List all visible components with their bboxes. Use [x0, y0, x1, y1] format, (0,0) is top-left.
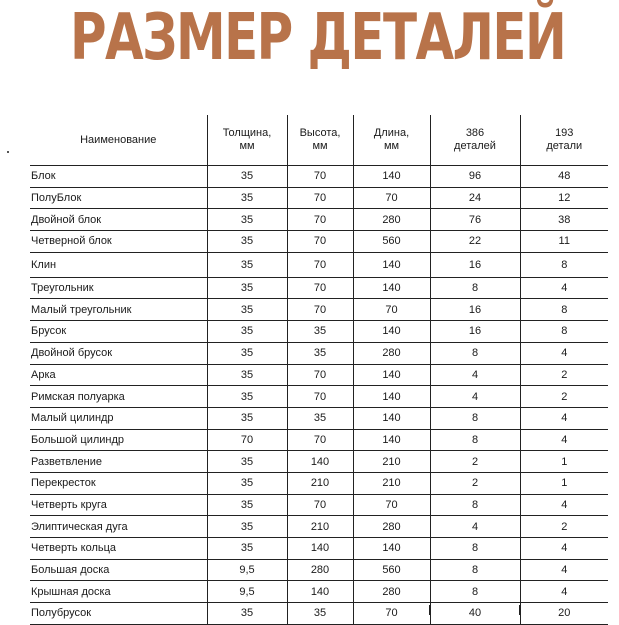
- thickness-cell: 35: [207, 252, 287, 277]
- part-name: Блок: [30, 166, 207, 188]
- table-row: [30, 386, 608, 408]
- thickness-cell: 35: [207, 451, 287, 473]
- table-row: [30, 321, 608, 343]
- parts-size-table: [30, 115, 608, 625]
- page-title: РАЗМЕР ДЕТАЛЕЙ: [70, 1, 566, 75]
- part-name: Малый цилиндр: [30, 407, 207, 429]
- table-row: [30, 166, 608, 188]
- height-cell: 70: [287, 166, 353, 188]
- length-cell: 280: [353, 209, 430, 231]
- height-cell: 35: [287, 407, 353, 429]
- height-cell: 210: [287, 472, 353, 494]
- qty-386-cell: 16: [430, 252, 520, 277]
- thickness-cell: 35: [207, 299, 287, 321]
- height-cell: 35: [287, 603, 353, 625]
- table-row: [30, 342, 608, 364]
- qty-386-cell: 16: [430, 321, 520, 343]
- header-name: Наименование: [30, 115, 207, 166]
- qty-193-cell: 2: [520, 386, 608, 408]
- qty-386-cell: 8: [430, 581, 520, 603]
- height-cell: 210: [287, 516, 353, 538]
- height-cell: 70: [287, 299, 353, 321]
- length-cell: 140: [353, 364, 430, 386]
- table-row: [30, 559, 608, 581]
- qty-193-cell: 11: [520, 231, 608, 253]
- length-cell: 210: [353, 472, 430, 494]
- table-row: [30, 494, 608, 516]
- thickness-cell: 35: [207, 472, 287, 494]
- qty-193-cell: 4: [520, 429, 608, 451]
- table-row: [30, 252, 608, 277]
- header-length: Длина, мм: [353, 115, 430, 166]
- qty-386-cell: 16: [430, 299, 520, 321]
- part-name: Двойной блок: [30, 209, 207, 231]
- thickness-cell: 35: [207, 386, 287, 408]
- height-cell: 70: [287, 252, 353, 277]
- table-row: [30, 516, 608, 538]
- thickness-cell: 9,5: [207, 559, 287, 581]
- height-cell: 70: [287, 364, 353, 386]
- qty-193-cell: 8: [520, 321, 608, 343]
- table-row: [30, 538, 608, 560]
- qty-193-cell: 48: [520, 166, 608, 188]
- table-row: [30, 429, 608, 451]
- thickness-cell: 35: [207, 166, 287, 188]
- table-row: [30, 581, 608, 603]
- thickness-cell: 35: [207, 231, 287, 253]
- part-name: Четверть круга: [30, 494, 207, 516]
- qty-386-cell: 8: [430, 494, 520, 516]
- qty-193-cell: 8: [520, 299, 608, 321]
- height-cell: 70: [287, 277, 353, 299]
- length-cell: 140: [353, 538, 430, 560]
- qty-386-cell: 40: [430, 603, 520, 625]
- part-name: ПолуБлок: [30, 187, 207, 209]
- qty-386-cell: 76: [430, 209, 520, 231]
- qty-386-cell: 8: [430, 429, 520, 451]
- stray-mark: [7, 151, 9, 153]
- length-cell: 140: [353, 386, 430, 408]
- length-cell: 70: [353, 603, 430, 625]
- qty-193-cell: 2: [520, 364, 608, 386]
- table-row: [30, 187, 608, 209]
- height-cell: 140: [287, 451, 353, 473]
- header-qty-386: 386 деталей: [430, 115, 520, 166]
- qty-193-cell: 4: [520, 277, 608, 299]
- part-name: Большой цилиндр: [30, 429, 207, 451]
- table-row: [30, 277, 608, 299]
- height-cell: 140: [287, 581, 353, 603]
- table-row: [30, 231, 608, 253]
- part-name: Четверной блок: [30, 231, 207, 253]
- part-name: Элиптическая дуга: [30, 516, 207, 538]
- qty-193-cell: 4: [520, 538, 608, 560]
- thickness-cell: 35: [207, 277, 287, 299]
- qty-193-cell: 4: [520, 581, 608, 603]
- qty-193-cell: 12: [520, 187, 608, 209]
- length-cell: 280: [353, 516, 430, 538]
- qty-386-cell: 24: [430, 187, 520, 209]
- table-row: [30, 209, 608, 231]
- qty-386-cell: 2: [430, 472, 520, 494]
- qty-386-cell: 96: [430, 166, 520, 188]
- table-row: [30, 472, 608, 494]
- part-name: Малый треугольник: [30, 299, 207, 321]
- part-name: Арка: [30, 364, 207, 386]
- length-cell: 140: [353, 166, 430, 188]
- qty-193-cell: 1: [520, 451, 608, 473]
- header-qty-193: 193 детали: [520, 115, 608, 166]
- height-cell: 35: [287, 321, 353, 343]
- table-row: [30, 603, 608, 625]
- height-cell: 70: [287, 494, 353, 516]
- length-cell: 70: [353, 494, 430, 516]
- height-cell: 280: [287, 559, 353, 581]
- table-continuation-line: [429, 605, 430, 615]
- length-cell: 560: [353, 231, 430, 253]
- qty-193-cell: 4: [520, 559, 608, 581]
- part-name: Треугольник: [30, 277, 207, 299]
- thickness-cell: 35: [207, 516, 287, 538]
- length-cell: 280: [353, 342, 430, 364]
- height-cell: 70: [287, 231, 353, 253]
- length-cell: 70: [353, 187, 430, 209]
- thickness-cell: 9,5: [207, 581, 287, 603]
- qty-386-cell: 8: [430, 407, 520, 429]
- part-name: Перекресток: [30, 472, 207, 494]
- length-cell: 140: [353, 429, 430, 451]
- length-cell: 210: [353, 451, 430, 473]
- part-name: Двойной брусок: [30, 342, 207, 364]
- qty-193-cell: 20: [520, 603, 608, 625]
- qty-386-cell: 4: [430, 386, 520, 408]
- part-name: Римская полуарка: [30, 386, 207, 408]
- table-continuation-line: [519, 605, 520, 615]
- part-name: Полубрусок: [30, 603, 207, 625]
- height-cell: 70: [287, 386, 353, 408]
- table-row: [30, 299, 608, 321]
- qty-193-cell: 2: [520, 516, 608, 538]
- height-cell: 70: [287, 429, 353, 451]
- qty-386-cell: 4: [430, 364, 520, 386]
- length-cell: 140: [353, 321, 430, 343]
- qty-193-cell: 8: [520, 252, 608, 277]
- part-name: Клин: [30, 252, 207, 277]
- length-cell: 560: [353, 559, 430, 581]
- thickness-cell: 35: [207, 407, 287, 429]
- header-thickness: Толщина, мм: [207, 115, 287, 166]
- qty-193-cell: 4: [520, 494, 608, 516]
- part-name: Крышная доска: [30, 581, 207, 603]
- header-height: Высота, мм: [287, 115, 353, 166]
- part-name: Брусок: [30, 321, 207, 343]
- qty-193-cell: 4: [520, 407, 608, 429]
- length-cell: 140: [353, 407, 430, 429]
- thickness-cell: 35: [207, 187, 287, 209]
- qty-193-cell: 4: [520, 342, 608, 364]
- qty-386-cell: 8: [430, 277, 520, 299]
- table-header-row: [30, 115, 608, 166]
- height-cell: 35: [287, 342, 353, 364]
- qty-386-cell: 8: [430, 559, 520, 581]
- height-cell: 140: [287, 538, 353, 560]
- thickness-cell: 35: [207, 364, 287, 386]
- thickness-cell: 35: [207, 603, 287, 625]
- thickness-cell: 35: [207, 342, 287, 364]
- qty-386-cell: 22: [430, 231, 520, 253]
- thickness-cell: 35: [207, 494, 287, 516]
- table-row: [30, 407, 608, 429]
- part-name: Четверть кольца: [30, 538, 207, 560]
- table-row: [30, 364, 608, 386]
- qty-386-cell: 8: [430, 538, 520, 560]
- qty-386-cell: 2: [430, 451, 520, 473]
- part-name: Разветвление: [30, 451, 207, 473]
- height-cell: 70: [287, 209, 353, 231]
- thickness-cell: 35: [207, 538, 287, 560]
- part-name: Большая доска: [30, 559, 207, 581]
- length-cell: 140: [353, 252, 430, 277]
- length-cell: 140: [353, 277, 430, 299]
- thickness-cell: 35: [207, 209, 287, 231]
- thickness-cell: 35: [207, 321, 287, 343]
- height-cell: 70: [287, 187, 353, 209]
- qty-386-cell: 4: [430, 516, 520, 538]
- qty-193-cell: 1: [520, 472, 608, 494]
- qty-386-cell: 8: [430, 342, 520, 364]
- table-row: [30, 451, 608, 473]
- thickness-cell: 70: [207, 429, 287, 451]
- length-cell: 280: [353, 581, 430, 603]
- qty-193-cell: 38: [520, 209, 608, 231]
- length-cell: 70: [353, 299, 430, 321]
